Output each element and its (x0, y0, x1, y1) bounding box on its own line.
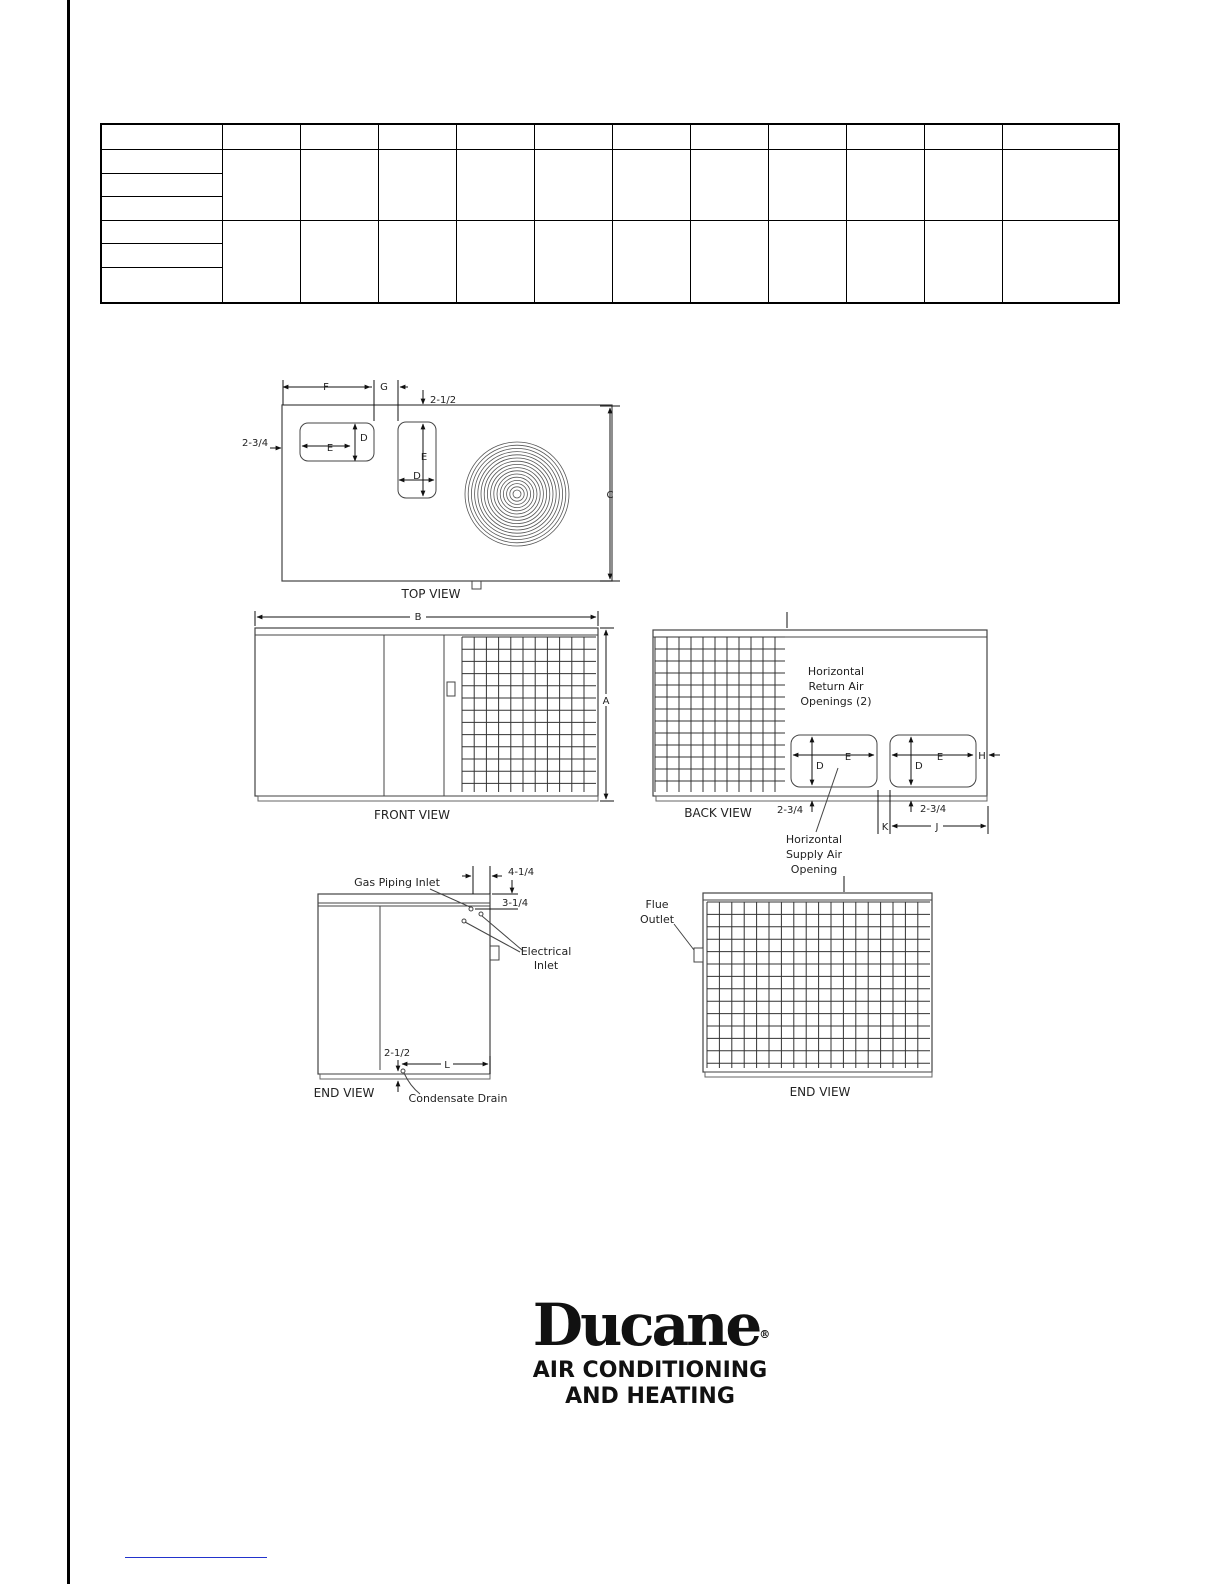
top-view-tab (472, 581, 481, 589)
end-view-left-box (490, 946, 499, 960)
footer-link-underline[interactable] (125, 1557, 267, 1558)
dim-a-label: A (602, 696, 610, 707)
dim-b-label: B (414, 612, 422, 623)
dim-left-offset-label: 2-3/4 (777, 805, 804, 816)
end-view-coil-grille (707, 902, 930, 1068)
gas-inlet-dot (469, 907, 473, 911)
dim-top-b-label: 3-1/4 (502, 898, 529, 909)
end-view-right-title: END VIEW (789, 1085, 851, 1099)
dim-d-label: D (360, 433, 368, 444)
electrical-inlet-label-line2: Inlet (533, 959, 559, 972)
end-view-right (640, 876, 932, 1099)
electrical-inlet-dot (479, 912, 483, 916)
logo-brand (505, 1292, 795, 1358)
top-view-title: TOP VIEW (401, 587, 461, 601)
front-view-title: FRONT VIEW (373, 808, 451, 822)
back-view-return-opening (890, 735, 976, 787)
dim-d-label: D (816, 761, 824, 772)
front-view (255, 611, 614, 822)
return-air-label-line3: Openings (2) (800, 695, 872, 708)
logo-tagline-line2: AND HEATING (565, 1384, 735, 1409)
return-air-label-line2: Return Air (808, 680, 864, 693)
flue-outlet-label-line1: Flue (645, 898, 669, 911)
top-view-supply-opening (398, 422, 436, 498)
end-view-left-title: END VIEW (313, 1086, 375, 1100)
dim-l-label: L (444, 1060, 450, 1071)
front-view-coil-grille (462, 637, 596, 792)
end-view-left-outline (318, 894, 490, 1074)
gas-piping-inlet-label: Gas Piping Inlet (354, 876, 440, 889)
dim-e-label: E (844, 752, 852, 763)
dim-e-label: E (420, 452, 428, 463)
end-view-left (314, 866, 572, 1105)
dim-j-label: J (935, 822, 939, 833)
electrical-inlet-label-line1: Electrical (520, 945, 572, 958)
dim-bottom-label: 2-1/2 (384, 1048, 411, 1059)
flue-outlet-label-line2: Outlet (639, 913, 675, 926)
supply-air-label-line1: Horizontal (785, 833, 843, 846)
back-view-title: BACK VIEW (684, 806, 752, 820)
dim-c-label: C (606, 490, 614, 501)
flue-outlet-box (694, 948, 703, 962)
end-view-right-outline (703, 893, 932, 1072)
dim-top-a-label: 4-1/4 (508, 867, 535, 878)
front-view-handle (447, 682, 455, 696)
dim-f-label: F (323, 382, 329, 393)
dim-d-label: D (915, 761, 923, 772)
return-air-label-line1: Horizontal (807, 665, 865, 678)
dim-top-offset-label: 2-1/2 (430, 395, 457, 406)
dim-g-label: G (380, 382, 388, 393)
dim-k-label: K (881, 822, 889, 833)
dim-d-label: D (413, 471, 421, 482)
dim-e-label: E (326, 443, 334, 454)
back-view (653, 612, 1000, 876)
condensate-drain-dot (401, 1069, 405, 1073)
dim-right-offset-label: 2-3/4 (920, 804, 947, 815)
condensate-drain-label: Condensate Drain (408, 1092, 508, 1105)
supply-air-label-line2: Supply Air (785, 848, 843, 861)
dim-side-offset-label: 2-3/4 (242, 438, 269, 449)
logo-brand-text: Ducane (532, 1291, 760, 1359)
top-view (242, 380, 620, 601)
dim-h-label: H (978, 751, 986, 762)
logo-tagline-line1: AIR CONDITIONING (532, 1358, 768, 1383)
condenser-fan-grille (465, 442, 569, 546)
ducane-logo (505, 1292, 795, 1410)
dim-e-label: E (936, 752, 944, 763)
back-view-coil-grille (655, 637, 785, 792)
supply-air-label-line3: Opening (790, 863, 838, 876)
logo-registered-mark: ® (759, 1328, 768, 1341)
